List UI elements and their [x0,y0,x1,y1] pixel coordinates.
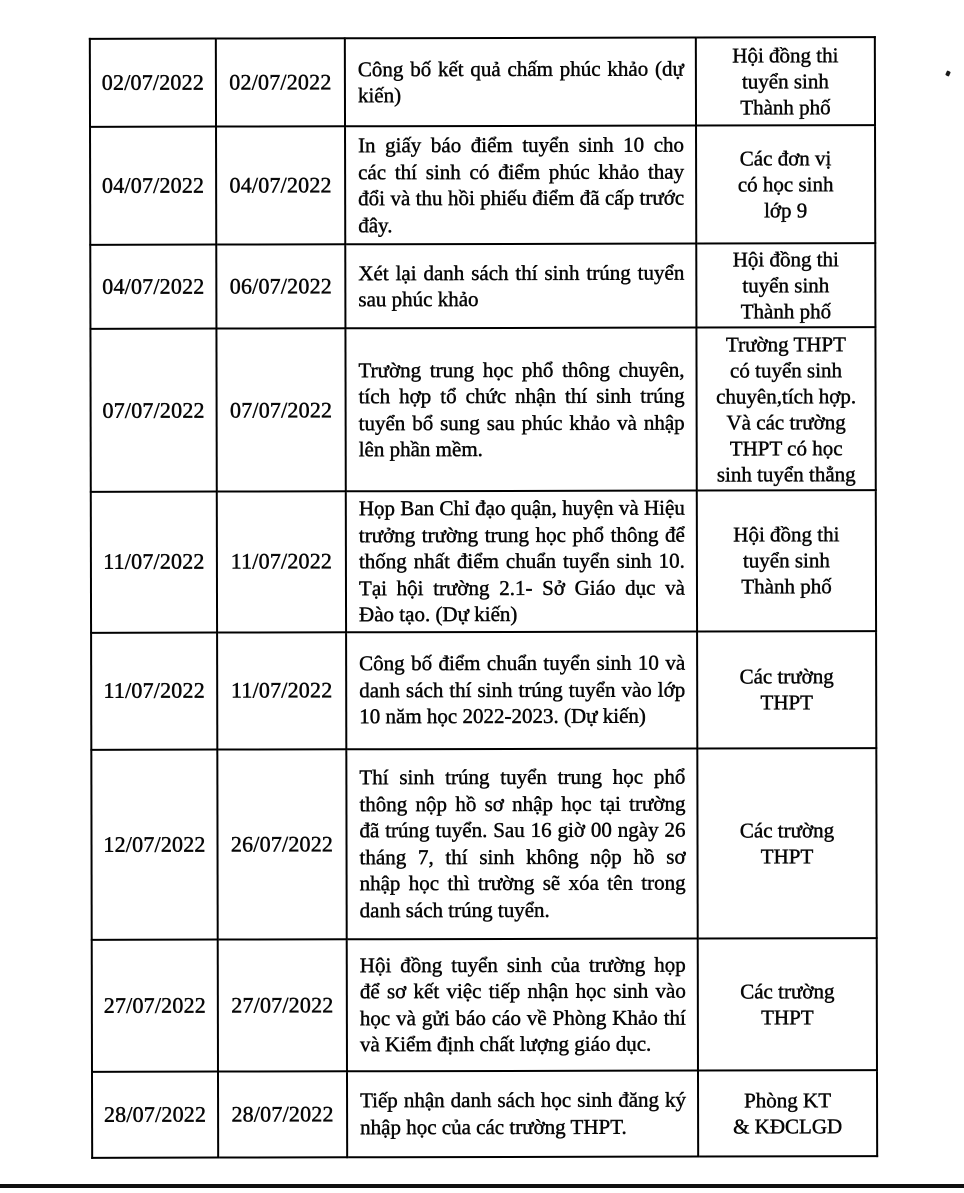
responsible-unit-cell: Các trường THPT [698,938,877,1070]
table-row [91,631,876,750]
start-date-cell: 04/07/2022 [90,127,216,245]
task-description-cell: Trường trung học phổ thông chuyên, tích hợp tổ chức nhận thí sinh trúng tuyển bổ sung sau phúc khảo và nhập lên phần mềm. [345,328,696,492]
end-date-cell: 02/07/2022 [216,38,345,126]
responsible-unit-cell: Phòng KT & KĐCLGD [698,1070,877,1156]
task-description-cell: Thí sinh trúng tuyển trung học phổ thông nộp hồ sơ nhập học tại trường đã trúng tuyển. Sau 16 giờ 00 ngày 26 tháng 7, thí sinh không nộp hồ sơ nhập học thì trường sẽ xóa tên trong danh sách trúng tuyển. [346,748,697,939]
page-footer-rule [0,1184,964,1188]
table-row [90,243,875,329]
scan-artifact-speck [945,70,951,76]
start-date-cell: 04/07/2022 [90,245,216,329]
start-date-cell: 28/07/2022 [92,1071,218,1157]
end-date-cell: 27/07/2022 [218,939,347,1071]
responsible-unit-cell: Các trường THPT [697,748,876,938]
table-row [90,327,875,492]
task-description-cell: Công bố điểm chuẩn tuyển sinh 10 và danh sách thí sinh trúng tuyển vào lớp 10 năm học 2022-2023. (Dự kiến) [346,631,697,749]
start-date-cell: 07/07/2022 [90,329,216,492]
responsible-unit-cell: Hội đồng thi tuyển sinh Thành phố [696,37,875,125]
admission-schedule-table [89,36,878,1158]
responsible-unit-cell: Hội đồng thi tuyển sinh Thành phố [696,243,875,327]
task-description-cell: Công bố kết quả chấm phúc khảo (dự kiến) [345,38,696,127]
task-description-cell: Tiếp nhận danh sách học sinh đăng ký nhập học của các trường THPT. [347,1070,698,1157]
task-description-cell: Hội đồng tuyển sinh của trường họp để sơ kết việc tiếp nhận học sinh vào học và gửi báo cáo về Phòng Khảo thí và Kiểm định chất lượng giáo dục. [347,938,698,1071]
table-row [90,37,875,127]
start-date-cell: 02/07/2022 [90,39,216,127]
end-date-cell: 26/07/2022 [217,749,346,939]
end-date-cell: 07/07/2022 [216,328,345,491]
end-date-cell: 28/07/2022 [218,1071,347,1157]
responsible-unit-cell: Các trường THPT [697,631,876,748]
table-row [91,748,876,940]
responsible-unit-cell: Các đơn vị có học sinh lớp 9 [696,125,875,243]
table-row [92,1070,877,1158]
start-date-cell: 27/07/2022 [92,939,218,1071]
start-date-cell: 11/07/2022 [91,632,217,749]
responsible-unit-cell: Trường THPT có tuyển sinh chuyên,tích hợp. Và các trường THPT có học sinh tuyển thẳng [696,327,875,490]
end-date-cell: 11/07/2022 [217,491,346,632]
end-date-cell: 11/07/2022 [217,632,346,749]
task-description-cell: In giấy báo điểm tuyển sinh 10 cho các thí sinh có điểm phúc khảo thay đổi và thu hồi phiếu điểm đã cấp trước đây. [345,126,696,245]
responsible-unit-cell: Hội đồng thi tuyển sinh Thành phố [697,490,876,631]
end-date-cell: 04/07/2022 [216,126,345,244]
task-description-cell: Xét lại danh sách thí sinh trúng tuyển sau phúc khảo [345,244,696,329]
start-date-cell: 11/07/2022 [91,492,217,633]
task-description-cell: Họp Ban Chỉ đạo quận, huyện và Hiệu trưởng trường trung học phổ thông để thống nhất điểm chuẩn tuyển sinh 10. Tại hội trường 2.1- Sở Giáo dục và Đào tạo. (Dự kiến) [346,491,697,632]
table-row [90,125,875,245]
table-row [92,938,877,1072]
table-row [91,490,876,632]
start-date-cell: 12/07/2022 [91,749,217,939]
end-date-cell: 06/07/2022 [216,244,345,328]
